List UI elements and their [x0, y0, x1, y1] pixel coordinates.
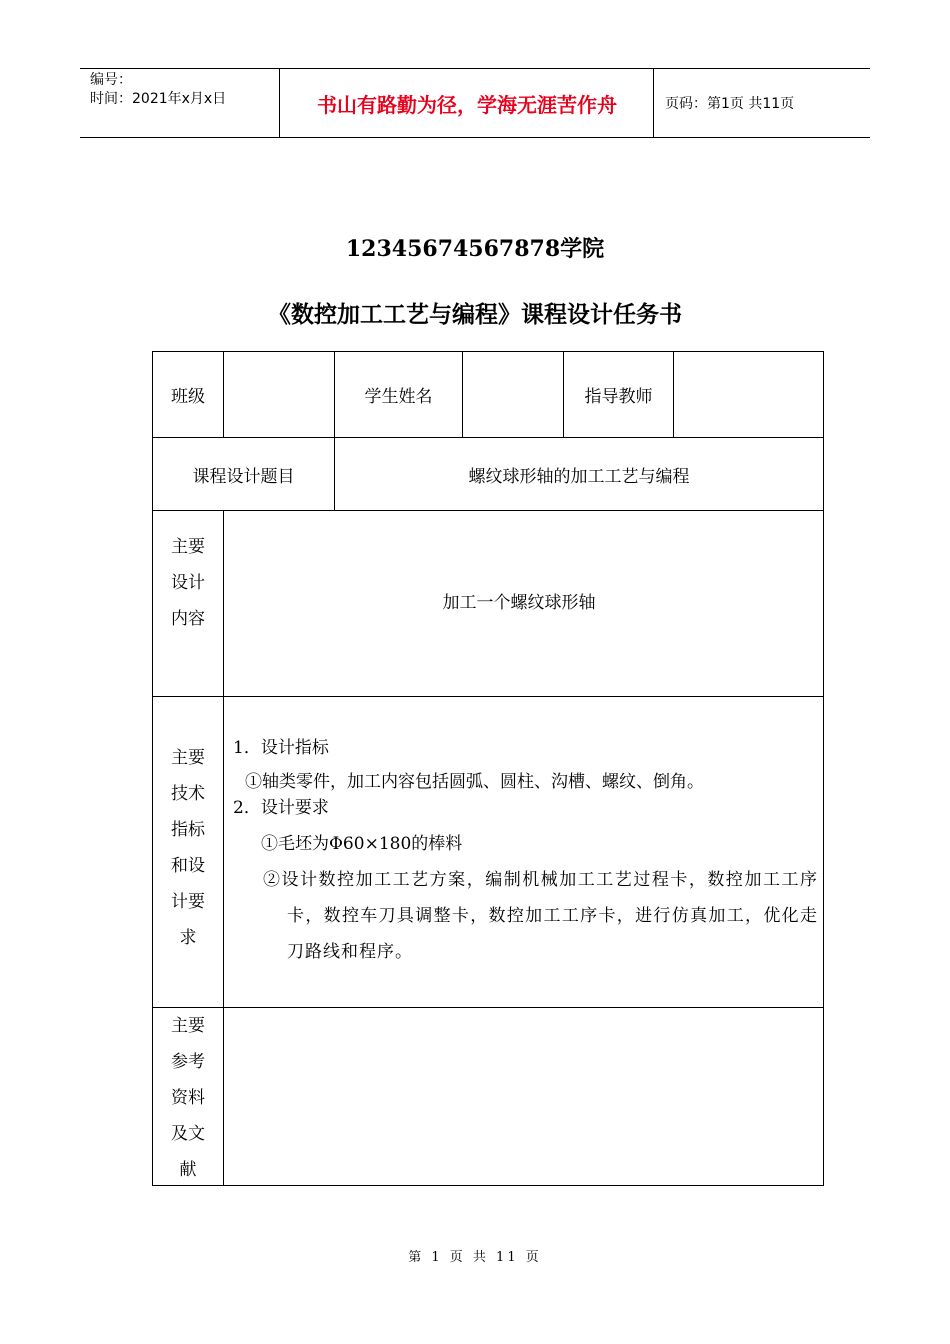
row-divider — [153, 696, 823, 697]
row-divider — [153, 510, 823, 511]
teacher-field[interactable] — [674, 352, 823, 437]
page-footer: 第 1 页 共 11 页 — [408, 1250, 542, 1265]
task-form-table — [152, 351, 824, 1186]
institute-title: 12345674567878学院 — [345, 236, 605, 262]
req-heading-requirements: 2．设计要求 — [233, 798, 329, 818]
serial-label: 编号： — [90, 72, 132, 88]
content-label: 主要 设计 内容 — [171, 537, 205, 629]
date-label: 时间：2021年x月x日 — [90, 91, 227, 107]
student-name-field[interactable] — [463, 352, 563, 437]
content-value: 加工一个螺纹球形轴 — [442, 592, 596, 613]
class-value-field[interactable] — [224, 352, 334, 437]
teacher-label: 指导教师 — [584, 387, 653, 407]
header-info — [80, 69, 280, 137]
header-page-info: 页码：第1页 共11页 — [665, 96, 795, 112]
document-title: 《数控加工工艺与编程》课程设计任务书 — [268, 301, 682, 328]
header-motto: 书山有路勤为径，学海无涯苦作舟 — [281, 69, 654, 137]
references-label: 主要 参考 资料 及文 献 — [171, 1016, 205, 1180]
req-heading-indicators: 1．设计指标 — [233, 738, 329, 758]
references-field[interactable] — [224, 1008, 823, 1185]
class-label: 班级 — [171, 387, 205, 407]
requirements-label: 主要 技术 指标 和设 计要 求 — [171, 748, 205, 948]
page-header — [80, 68, 870, 138]
req-indicator-item: ①轴类零件，加工内容包括圆弧、圆柱、沟槽、螺纹、倒角。 — [245, 772, 704, 792]
student-name-label: 学生姓名 — [364, 387, 433, 407]
topic-label: 课程设计题目 — [192, 466, 295, 487]
req-requirement-item-2: ②设计数控加工工艺方案，编制机械加工工艺过程卡，数控加工工序卡，数控车刀具调整卡，数控加工工序卡，进行仿真加工，优化走刀路线和程序。 — [263, 870, 818, 962]
topic-value: 螺纹球形轴的加工工艺与编程 — [468, 466, 690, 487]
req-requirement-item-1: ①毛坯为Φ60×180的棒料 — [261, 834, 463, 854]
